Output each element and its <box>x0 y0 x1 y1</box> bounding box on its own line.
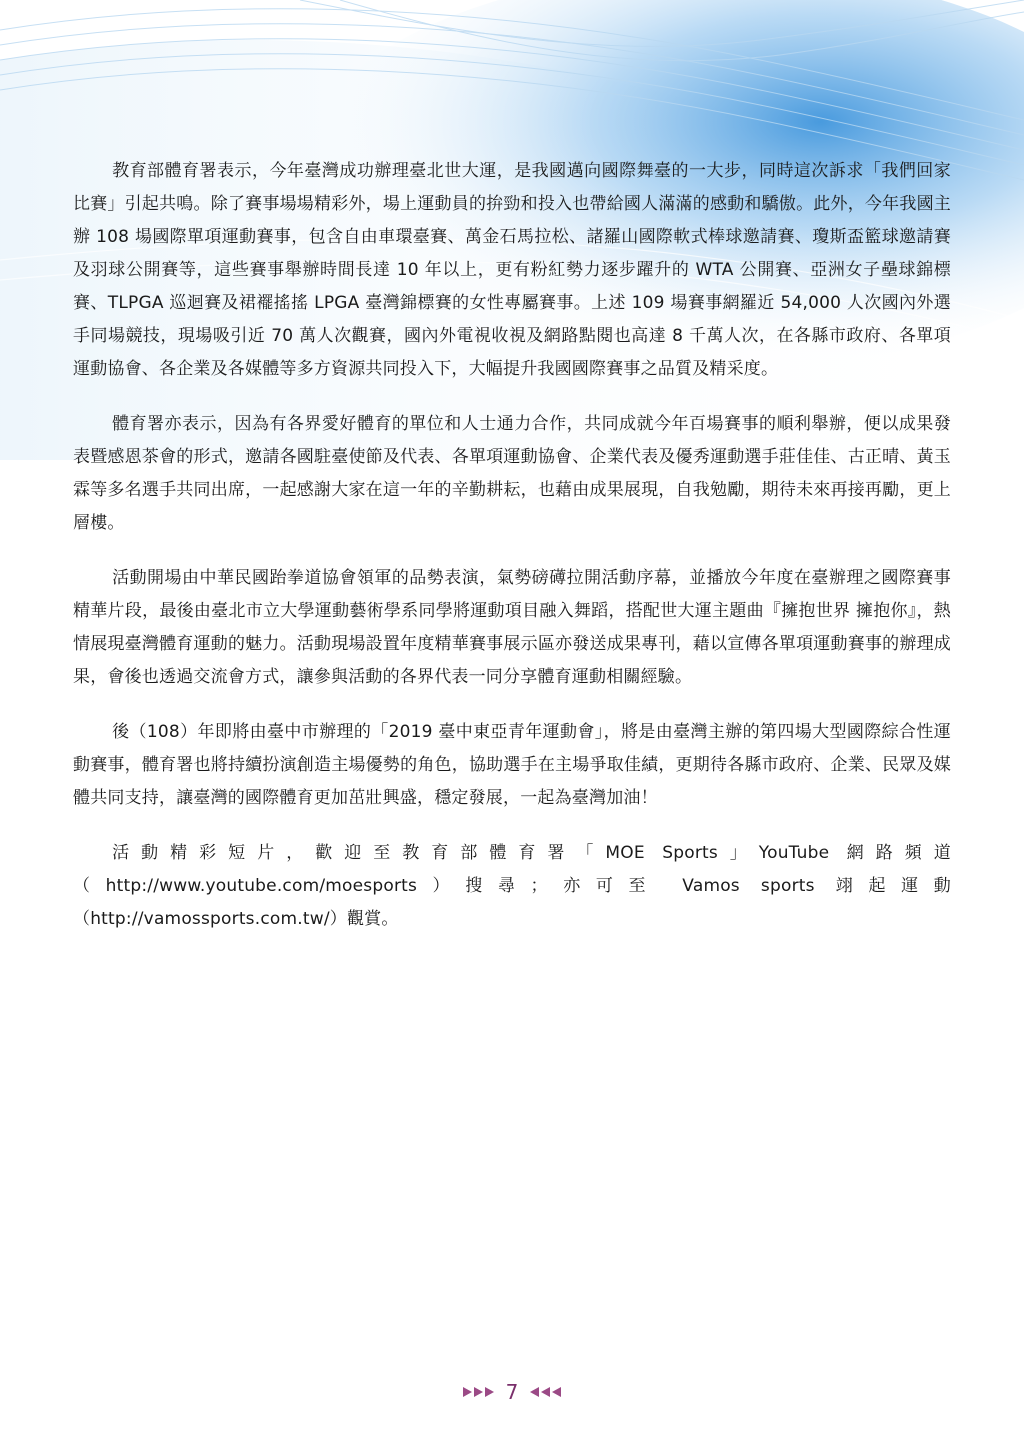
paragraph: 後（108）年即將由臺中市辦理的「2019 臺中東亞青年運動會」，將是由臺灣主辦的第四場大型國際綜合性運動賽事，體育署也將持續扮演創造主場優勢的角色，協助選手在主場爭取佳績，更期待各縣市政府、企業、民眾及媒體共同支持，讓臺灣的國際體育更加茁壯興盛，穩定發展，一起為臺灣加油！ <box>73 722 951 808</box>
article-body <box>73 155 951 958</box>
page-number: 7 <box>505 1380 519 1404</box>
paragraph: 教育部體育署表示，今年臺灣成功辦理臺北世大運，是我國邁向國際舞臺的一大步，同時這次訴求「我們回家比賽」引起共鳴。除了賽事場場精彩外，場上運動員的拚勁和投入也帶給國人滿滿的感動和驕傲。此外，今年我國主辦 108 場國際單項運動賽事，包含自由車環臺賽、萬金石馬拉松、諸羅山國際軟式棒球邀請賽、瓊斯盃籃球邀請賽及羽球公開賽等，這些賽事舉辦時間長達 10 年以上，更有粉紅勢力逐步躍升的 WTA 公開賽、亞洲女子壘球錦標賽、TLPGA 巡迴賽及裙襬搖搖 LPGA 臺灣錦標賽的女性專屬賽事。上述 109 場賽事網羅近 54,000 人次國內外選手同場競技，現場吸引近 70 萬人次觀賽，國內外電視收視及網路點閱也高達 8 千萬人次，在各縣市政府、各單項運動協會、各企業及各媒體等多方資源共同投入下，大幅提升我國國際賽事之品質及精采度。 <box>73 161 951 379</box>
paragraph: 活動精彩短片，歡迎至教育部體育署「MOE Sports」YouTube 網路頻道（http://www.youtube.com/moesports）搜尋；亦可至 Vamos sports 翊起運動（http://vamossports.com.tw/）觀賞。 <box>73 843 951 929</box>
paragraph: 活動開場由中華民國跆拳道協會領軍的品勢表演，氣勢磅礡拉開活動序幕，並播放今年度在臺辦理之國際賽事精華片段，最後由臺北市立大學運動藝術學系同學將運動項目融入舞蹈，搭配世大運主題曲『擁抱世界 擁抱你』，熱情展現臺灣體育運動的魅力。活動現場設置年度精華賽事展示區亦發送成果專刊，藉以宣傳各單項運動賽事的辦理成果，會後也透過交流會方式，讓參與活動的各界代表一同分享體育運動相關經驗。 <box>73 568 951 687</box>
page-footer <box>0 1376 1024 1408</box>
right-arrows-icon <box>463 1387 494 1397</box>
left-arrows-icon <box>530 1387 561 1397</box>
paragraph: 體育署亦表示，因為有各界愛好體育的單位和人士通力合作，共同成就今年百場賽事的順利舉辦，便以成果發表暨感恩茶會的形式，邀請各國駐臺使節及代表、各單項運動協會、企業代表及優秀運動選手莊佳佳、古正晴、黃玉霖等多名選手共同出席，一起感謝大家在這一年的辛勤耕耘，也藉由成果展現，自我勉勵，期待未來再接再勵，更上層樓。 <box>73 414 951 533</box>
